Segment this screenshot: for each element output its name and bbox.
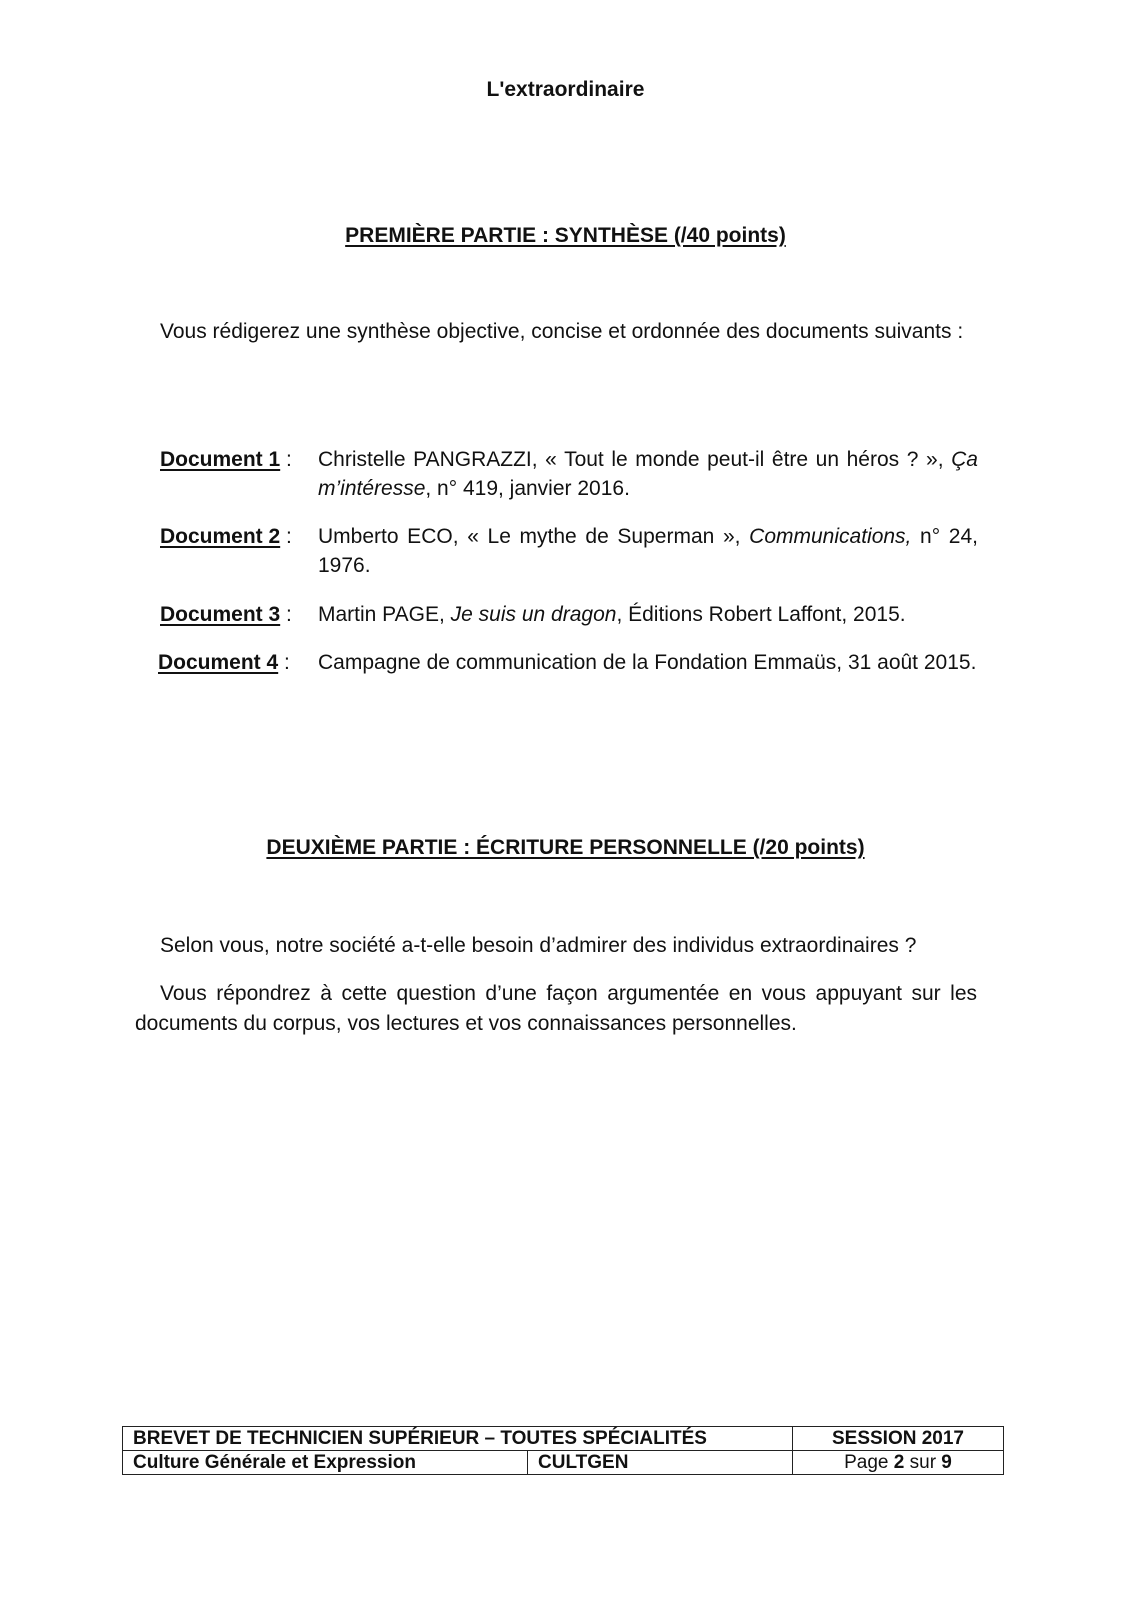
document-reference: Martin PAGE, Je suis un dragon, Éditions Robert Laffont, 2015. (318, 603, 906, 626)
document-reference: Campagne de communication de la Fondation Emmaüs, 31 août 2015. (318, 651, 977, 674)
footer-row (123, 1427, 1004, 1451)
part2-heading-text: DEUXIÈME PARTIE : ÉCRITURE PERSONNELLE (/20 points) (266, 836, 865, 859)
footer-row (123, 1451, 1004, 1475)
part2-heading (0, 836, 1131, 860)
part1-heading-text: PREMIÈRE PARTIE : SYNTHÈSE (/40 points) (345, 224, 786, 247)
document-reference: Umberto ECO, « Le mythe de Superman », Communications, n° 24, 1976. (318, 525, 978, 577)
document-label: Document 3 : (160, 603, 292, 626)
document-label: Document 1 : (160, 448, 292, 471)
document-source-title: Communications, (749, 525, 912, 548)
part1-heading (0, 224, 1131, 248)
footer-code: CULTGEN (528, 1451, 793, 1475)
document-label: Document 2 : (160, 525, 292, 548)
part2-instruction: Vous répondrez à cette question d’une façon argumentée en vous appuyant sur les documents du corpus, vos lectures et vos connaissances personnelles. (135, 982, 977, 1035)
page-title: L'extraordinaire (486, 78, 645, 101)
document-source-title: Ça m’intéresse (318, 448, 978, 500)
document-reference: Christelle PANGRAZZI, « Tout le monde peut-il être un héros ? », Ça m’intéresse, n° 419, janvier 2016. (318, 448, 978, 500)
footer-table (122, 1426, 1004, 1475)
document-label: Document 4 : (158, 651, 290, 674)
footer-exam: BREVET DE TECHNICIEN SUPÉRIEUR – TOUTES SPÉCIALITÉS (123, 1427, 793, 1451)
footer-session: SESSION 2017 (793, 1427, 1004, 1451)
part2-question: Selon vous, notre société a-t-elle besoin d’admirer des individus extraordinaires ? (160, 934, 917, 957)
footer-page-number: Page 2 sur 9 (793, 1451, 1004, 1475)
footer-subject: Culture Générale et Expression (123, 1451, 528, 1475)
document-source-title: Je suis un dragon (450, 603, 617, 626)
part1-instruction: Vous rédigerez une synthèse objective, concise et ordonnée des documents suivants : (160, 320, 964, 343)
